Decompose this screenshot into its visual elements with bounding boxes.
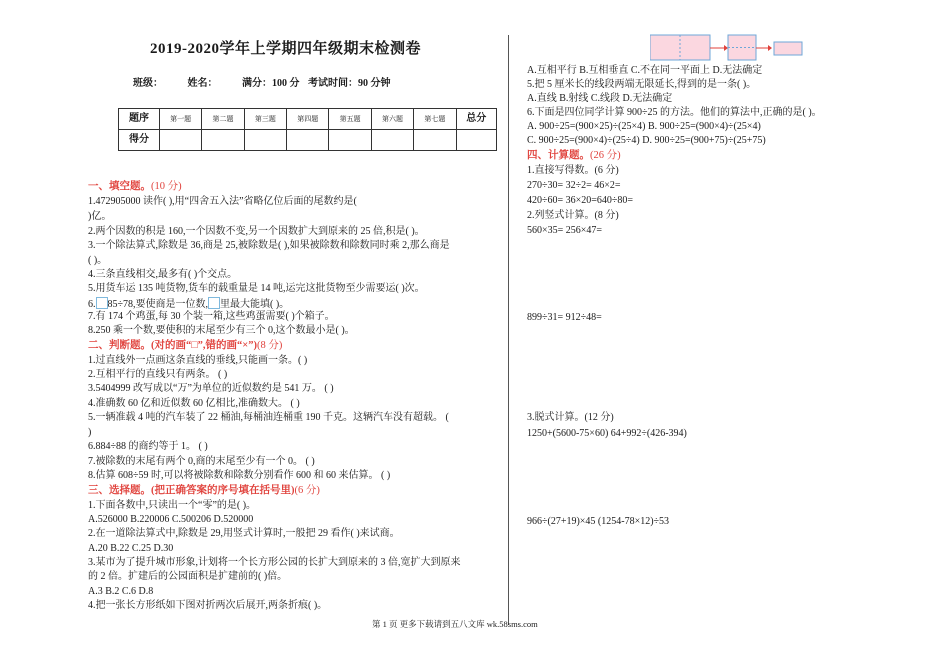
q6-prefix: 6. [88, 299, 96, 310]
score-table-col: 第二题 [202, 109, 244, 130]
question-line: 1.472905000 读作( ),用“四舍五入法”省略亿位后面的尾数约是( [88, 196, 357, 207]
page-title: 2019-2020学年上学期四年级期末检测卷 [150, 41, 421, 57]
score-table-total-label: 总分 [456, 109, 496, 130]
section-points: (26 分) [590, 150, 621, 161]
choice-line: 4.把一张长方形纸如下图对折两次后展开,两条折痕( )。 [88, 600, 328, 611]
blank-box[interactable] [208, 297, 220, 309]
choice-line: A. 900÷25=(900×25)÷(25×4) B. 900÷25=(900×4)÷(25×4) [527, 121, 761, 132]
score-cell[interactable] [414, 130, 456, 151]
calc-row: 966÷(27+19)×45 (1254-78×12)÷53 [527, 516, 670, 527]
question-line: 4.三条直线相交,最多有( )个交点。 [88, 269, 238, 280]
calc-title: 2.列竖式计算。(8 分) [527, 210, 619, 221]
choice-line: 3.某市为了提升城市形象,计划将一个长方形公园的长扩大到原来的 3 倍,宽扩大到原来 [88, 557, 461, 568]
section-fill-blank [88, 181, 182, 194]
choice-line: 1.下面各数中,只读出一个“零”的是( )。 [88, 500, 257, 511]
score-table-col: 第六题 [371, 109, 413, 130]
q6-mid: 85÷78,要使商是一位数, [107, 299, 208, 310]
score-label: 满分：100 分 [242, 78, 300, 89]
choice-line: 2.在一道除法算式中,除数是 29,用竖式计算时,一般把 29 看作( )来试商。 [88, 528, 400, 539]
arrow-1-head [724, 45, 728, 51]
score-table-header-row [119, 109, 497, 130]
score-cell[interactable] [160, 130, 202, 151]
score-cell[interactable] [244, 130, 286, 151]
arrow-2-head [768, 45, 772, 51]
folded-paper-figure [650, 34, 810, 62]
question-line: )亿。 [88, 211, 112, 222]
choice-line: C. 900÷25=(900×4)÷(25÷4) D. 900÷25=(900+75)÷(25+75) [527, 135, 766, 146]
section-title: 三、选择题。(把正确答案的序号填在括号里) [88, 485, 295, 496]
score-table-header-label: 题序 [119, 109, 160, 130]
score-table-col: 第五题 [329, 109, 371, 130]
score-table [118, 108, 497, 151]
question-line: ( )。 [88, 255, 108, 266]
score-table-col: 第一题 [160, 109, 202, 130]
q6-suffix: 里最大能填( )。 [220, 299, 290, 310]
choice-line: A.直线 B.射线 C.线段 D.无法确定 [527, 93, 673, 104]
choice-line: 5.把 5 厘米长的线段两端无限延长,得到的是一条( )。 [527, 79, 757, 90]
question-line: 7.有 174 个鸡蛋,每 30 个装一箱,这些鸡蛋需要( )个箱子。 [88, 311, 335, 322]
judge-line: 5.一辆准载 4 吨的汽车装了 22 桶油,每桶油连桶重 190 千克。这辆汽车没有超载。 ( [88, 412, 449, 423]
score-cell[interactable] [287, 130, 329, 151]
judge-line: 1.过直线外一点画这条直线的垂线,只能画一条。( ) [88, 355, 308, 366]
judge-line: 3.5404999 改写成以“万”为单位的近似数约是 541 万。 ( ) [88, 383, 334, 394]
calc-row: 270÷30= 32÷2= 46×2= [527, 180, 621, 191]
judge-line: ) [88, 427, 92, 438]
choice-line: A.526000 B.220006 C.500206 D.520000 [88, 514, 254, 525]
score-cell[interactable] [329, 130, 371, 151]
name-label: 姓名： [187, 78, 218, 89]
judge-line: 4.准确数 60 亿和近似数 60 亿相比,准确数大。 ( ) [88, 398, 300, 409]
choice-line: A.互相平行 B.互相垂直 C.不在同一平面上 D.无法确定 [527, 65, 763, 76]
question-line: 2.两个因数的积是 160,一个因数不变,另一个因数扩大到原来的 25 倍,积是( )。 [88, 226, 425, 237]
section-title: 二、判断题。(对的画“□”,错的画“×”) [88, 340, 257, 351]
paper-quarter [774, 42, 802, 55]
calc-row: 899÷31= 912÷48= [527, 312, 602, 323]
section-points: (10 分) [151, 181, 182, 192]
section-calc [527, 150, 621, 163]
calc-row: 1250+(5600-75×60) 64+992÷(426-394) [527, 428, 687, 439]
judge-line: 7.被除数的末尾有两个 0,商的末尾至少有一个 0。 ( ) [88, 456, 315, 467]
section-title: 一、填空题。 [88, 181, 151, 192]
calc-row: 420÷60= 36×20=640÷80= [527, 195, 634, 206]
score-cell[interactable] [202, 130, 244, 151]
section-points: (8 分) [256, 340, 283, 351]
judge-line: 6.884÷88 的商约等于 1。 ( ) [88, 441, 208, 452]
question-line: 5.用货车运 135 吨货物,货车的载重量是 14 吨,运完这批货物至少需要运( )次。 [88, 283, 425, 294]
judge-line: 8.估算 608÷59 时,可以将被除数和除数分别看作 600 和 60 来估算。 ( ) [88, 470, 391, 481]
column-divider [508, 35, 509, 625]
choice-line: A.20 B.22 C.25 D.30 [88, 543, 174, 554]
exam-meta [133, 78, 413, 90]
calc-title: 3.脱式计算。(12 分) [527, 412, 614, 423]
time-label: 考试时间：90 分钟 [308, 78, 391, 89]
choice-line: A.3 B.2 C.6 D.8 [88, 586, 154, 597]
score-table-col: 第四题 [287, 109, 329, 130]
score-table-col: 第七题 [414, 109, 456, 130]
page-footer: 第 1 页 更多下载请到五八文库 wk.58sms.com [372, 619, 538, 629]
score-cell[interactable] [371, 130, 413, 151]
section-points: (6 分) [294, 485, 320, 496]
question-line: 8.250 乘一个数,要使积的末尾至少有三个 0,这个数最小是( )。 [88, 325, 355, 336]
calc-row: 560×35= 256×47= [527, 225, 603, 236]
blank-box[interactable] [96, 297, 108, 309]
section-choice [88, 485, 320, 498]
class-label: 班级： [133, 78, 163, 89]
score-table-col: 第三题 [244, 109, 286, 130]
judge-line: 2.互相平行的直线只有两条。 ( ) [88, 369, 228, 380]
question-line-6 [88, 297, 289, 311]
question-line: 3.一个除法算式,除数是 36,商是 25,被除数是( ),如果被除数和除数同时乘 2,那么商是 [88, 240, 450, 251]
calc-title: 1.直接写得数。(6 分) [527, 165, 619, 176]
choice-line: 6.下面是四位同学计算 900÷25 的方法。他们的算法中,正确的是( )。 [527, 107, 822, 118]
score-table-score-label: 得分 [119, 130, 160, 151]
section-title: 四、计算题。 [527, 150, 590, 161]
section-judge [88, 340, 282, 353]
score-cell[interactable] [456, 130, 496, 151]
choice-line: 的 2 倍。扩建后的公园面积是扩建前的( )倍。 [88, 571, 288, 582]
score-table-score-row [119, 130, 497, 151]
